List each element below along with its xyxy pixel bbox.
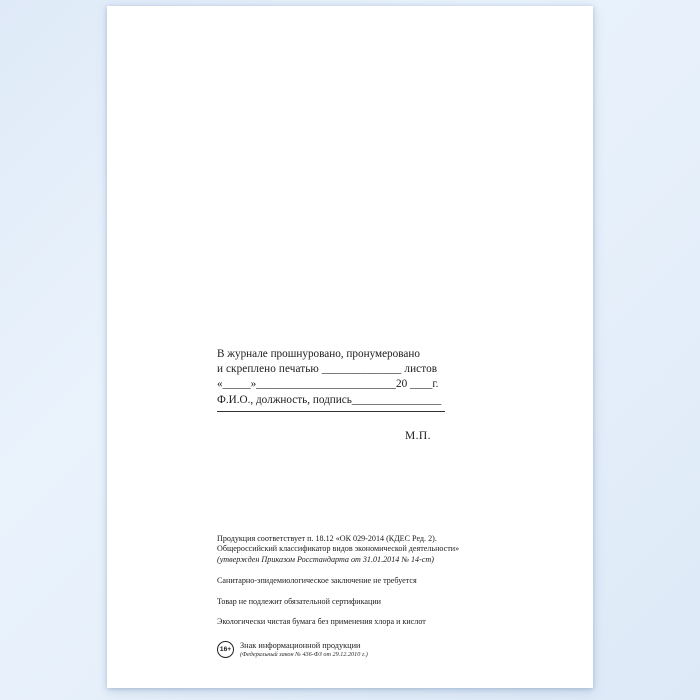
stamp-place-label: М.П.	[405, 430, 431, 442]
legal-line-1: Продукция соответствует п. 18.12 «ОК 029-2014 (КДЕС Ред. 2).	[217, 534, 437, 543]
legal-spacer-3	[217, 607, 557, 617]
certification-line-1: В журнале прошнуровано, пронумеровано	[217, 348, 420, 360]
legal-line-3: (утвержден Приказом Росстандарта от 31.01.2014 № 14-ст)	[217, 554, 434, 564]
age-rating-title: Знак информационной продукции	[240, 641, 361, 651]
document-page	[107, 6, 593, 688]
age-rating-text	[240, 641, 368, 659]
journal-certification-block	[217, 347, 547, 412]
signature-rule	[217, 411, 445, 412]
legal-line-4: Санитарно-эпидемиологическое заключение не требуется	[217, 576, 417, 586]
certification-date-line: «_____»_________________________20 ____г.	[217, 378, 439, 391]
age-rating-row	[217, 641, 557, 659]
age-rating-note: (Федеральный закон № 436-ФЗ от 29.12.2010 г.)	[240, 650, 368, 658]
certification-line-2: и скреплено печатью ______________ листов	[217, 363, 438, 376]
legal-notice-block	[217, 534, 557, 659]
legal-line-6: Экологически чистая бумага без применения хлора и кислот	[217, 617, 426, 627]
legal-line-5: Товар не подлежит обязательной сертификации	[217, 596, 382, 606]
certification-signature-line: Ф.И.О., должность, подпись________________	[217, 393, 442, 406]
legal-spacer-2	[217, 587, 557, 597]
age-rating-icon: 16+	[217, 641, 234, 658]
legal-spacer-1	[217, 565, 557, 576]
legal-line-2: Общероссийский классификатор видов экономической деятельности»	[217, 544, 460, 554]
